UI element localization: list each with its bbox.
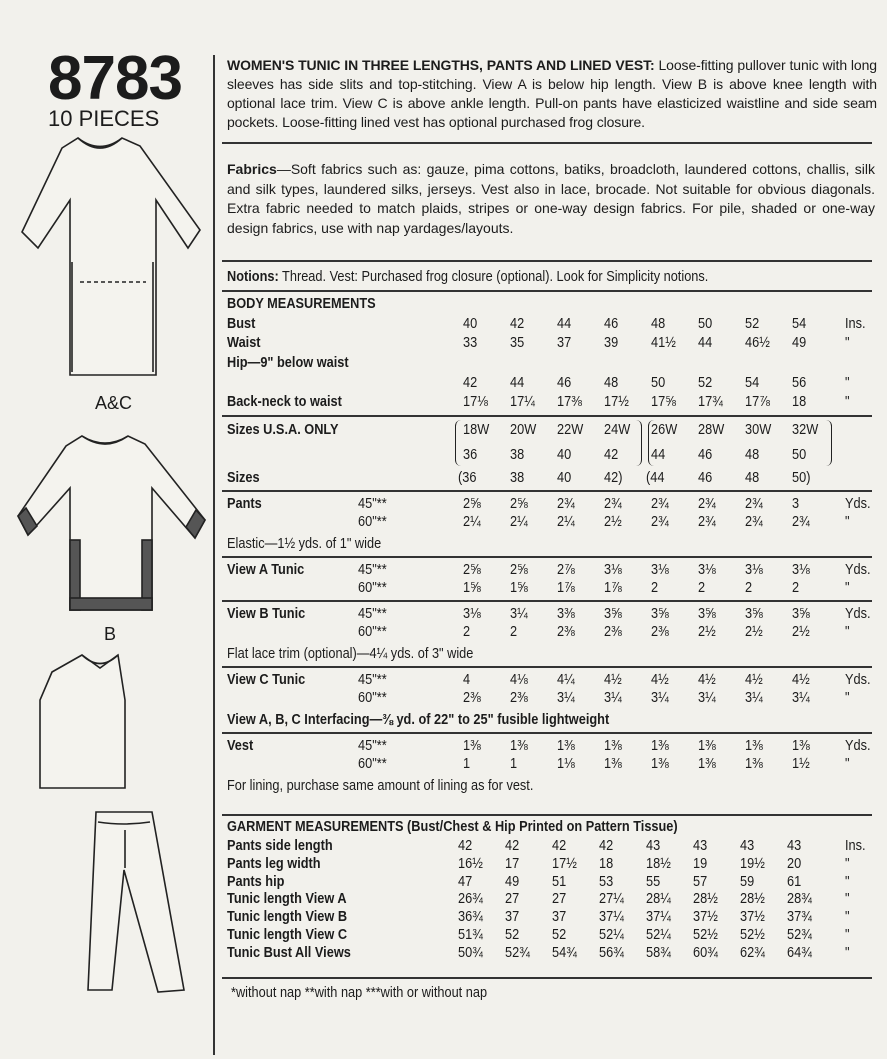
yardage-value: 3⅛ <box>792 562 810 578</box>
yardage-value: 2⅜ <box>604 624 622 640</box>
garment-value: 64¾ <box>787 944 812 961</box>
measurement-value: 44 <box>698 335 713 351</box>
fabric-width: 60"** <box>358 580 387 596</box>
yardage-note: Flat lace trim (optional)—4¼ yds. of 3" wide <box>227 646 474 662</box>
yardage-value: 2¾ <box>698 514 716 530</box>
yardage-value: 2½ <box>604 514 622 530</box>
garment-value: 19 <box>693 855 708 872</box>
yardage-value: 4 <box>463 672 471 688</box>
size-number-2: 46 <box>698 470 713 486</box>
measurement-value: 17¾ <box>698 394 723 410</box>
garment-label: Pants side length <box>227 838 333 854</box>
garment-value: 52¾ <box>787 927 812 943</box>
size-bracket <box>648 420 832 466</box>
yardage-value: 1⅝ <box>463 580 481 596</box>
garment-value: 43 <box>693 838 708 854</box>
measurement-value: 52 <box>698 375 713 391</box>
yardage-value: 3⅜ <box>557 606 575 622</box>
yardage-value: 2 <box>463 624 471 640</box>
yardage-value: 2⅝ <box>463 562 481 578</box>
yardage-value: 2½ <box>792 624 810 640</box>
yardage-value: 2⅝ <box>463 496 481 512</box>
unit-label: " <box>845 873 850 890</box>
measurement-value: 46½ <box>745 335 770 351</box>
unit-label: " <box>845 944 850 961</box>
yardage-value: 2⅜ <box>557 624 575 640</box>
yardage-value: 2¾ <box>604 496 622 512</box>
garment-value: 28¼ <box>646 891 671 908</box>
yardage-label: View B Tunic <box>227 606 306 622</box>
measurement-value: 37 <box>557 335 572 351</box>
fabric-width: 60"** <box>358 624 387 640</box>
garment-label: Pants leg width <box>227 855 321 872</box>
description-title: WOMEN'S TUNIC IN THREE LENGTHS, PANTS AND LINED VEST: <box>227 57 655 73</box>
measurement-value: 48 <box>651 316 666 332</box>
measurement-value: 46 <box>604 316 619 332</box>
garment-value: 43 <box>646 838 661 854</box>
unit-label: " <box>845 690 850 706</box>
yardage-value: 1⅜ <box>698 756 716 772</box>
garment-value: 37½ <box>693 909 718 926</box>
fabric-width: 45"** <box>358 496 387 512</box>
garment-value: 37 <box>552 909 567 926</box>
size-number-2: 50) <box>792 470 811 486</box>
yardage-value: 2½ <box>698 624 716 640</box>
yardage-value: 3⅝ <box>792 606 810 622</box>
yardage-value: 3¼ <box>604 690 622 706</box>
unit-label: " <box>845 335 850 351</box>
garment-value: 20 <box>787 855 802 872</box>
fabrics-body: —Soft fabrics such as: gauze, pima cottons, batiks, broadcloth, laundered cottons, challis, silk and silk types, laundered silks, jerseys. Vest also in lace, brocade. Not suitable for obvious diagonals. Extra fabric needed to match plaids, stripes or one-way design fabrics. For pile, shaded or one-way design fabrics, use with nap yardages/layouts. <box>227 161 875 236</box>
garment-label: Tunic length View C <box>227 927 348 943</box>
yardage-value: 2⅞ <box>557 562 575 578</box>
garment-value: 51¾ <box>458 927 483 943</box>
yardage-value: 1⅞ <box>557 580 575 596</box>
unit-label: Yds. <box>845 606 871 622</box>
yardage-value: 1⅜ <box>651 756 669 772</box>
pattern-number: 8783 <box>48 44 182 113</box>
yardage-value: 2¾ <box>698 496 716 512</box>
yardage-value: 2⅜ <box>463 690 481 706</box>
garment-value: 57 <box>693 873 708 890</box>
garment-value: 52½ <box>693 927 718 943</box>
size-bracket <box>455 420 642 466</box>
garment-label: Tunic length View B <box>227 909 348 926</box>
garment-value: 37½ <box>740 909 765 926</box>
yardage-value: 2¾ <box>792 514 810 530</box>
measurement-value: 46 <box>557 375 572 391</box>
size-w: 30W <box>745 422 772 438</box>
description-body: Loose-fitting pullover tunic with long sleeves has side slits and top-stitching. View A is below hip length. View B is above knee length with optional lace trim. View C is above ankle length. Pull-on pants have elasticized waistline and side seam pockets. Loose-fitting lined vest has optional purchased frog closure. <box>227 57 877 130</box>
fabric-width: 45"** <box>358 738 387 754</box>
fabric-width: 45"** <box>358 562 387 578</box>
yardage-value: 2¼ <box>463 514 481 530</box>
garment-label: Pants hip <box>227 873 285 890</box>
yardage-value: 1 <box>510 756 518 772</box>
measurement-value: 39 <box>604 335 619 351</box>
measurement-value: 17⅛ <box>463 394 488 410</box>
yardage-value: 2 <box>745 580 753 596</box>
measurement-value: 17⅝ <box>651 394 676 410</box>
size-w: 24W <box>604 422 631 438</box>
yardage-label: View C Tunic <box>227 672 306 688</box>
garment-value: 42 <box>552 838 567 854</box>
size-number: 44 <box>651 447 666 463</box>
unit-label: " <box>845 514 850 530</box>
yardage-note: Elastic—1½ yds. of 1" wide <box>227 536 382 552</box>
unit-label: " <box>845 891 850 908</box>
yardage-value: 4½ <box>604 672 622 688</box>
size-number: 36 <box>463 447 478 463</box>
garment-value: 27 <box>505 891 520 908</box>
unit-label: " <box>845 855 850 872</box>
divider <box>222 977 872 979</box>
garment-value: 58¾ <box>646 944 671 961</box>
size-number: 50 <box>792 447 807 463</box>
measurement-value: 17½ <box>604 394 629 410</box>
garment-value: 18½ <box>646 855 671 872</box>
measurement-value: 41½ <box>651 335 676 351</box>
yardage-value: 1⅜ <box>698 738 716 754</box>
yardage-value: 3⅝ <box>651 606 669 622</box>
yardage-value: 3¼ <box>792 690 810 706</box>
garment-value: 52 <box>552 927 567 943</box>
yardage-value: 2¾ <box>651 514 669 530</box>
description <box>227 56 877 132</box>
yardage-value: 1⅜ <box>604 738 622 754</box>
divider <box>222 490 872 492</box>
measurement-value: 40 <box>463 316 478 332</box>
vest-drawing <box>40 655 125 788</box>
measurement-value: 35 <box>510 335 525 351</box>
measurement-value: 54 <box>745 375 760 391</box>
size-number-2: (36 <box>458 470 477 486</box>
yardage-value: 1½ <box>792 756 810 772</box>
measurement-value: 42 <box>510 316 525 332</box>
fabric-width: 60"** <box>358 756 387 772</box>
garment-value: 53 <box>599 873 614 890</box>
garment-value: 43 <box>740 838 755 854</box>
divider <box>222 415 872 417</box>
yardage-value: 3⅝ <box>745 606 763 622</box>
size-number-2: 48 <box>745 470 760 486</box>
size-number-2: 38 <box>510 470 525 486</box>
size-number: 38 <box>510 447 525 463</box>
fabric-width: 60"** <box>358 690 387 706</box>
yardage-value: 4¼ <box>557 672 575 688</box>
unit-label: " <box>845 394 850 410</box>
yardage-value: 2 <box>510 624 518 640</box>
yardage-note: View A, B, C Interfacing—⅜ yd. of 22" to 25" fusible lightweight <box>227 712 610 728</box>
yardage-value: 1⅜ <box>557 738 575 754</box>
garment-value: 42 <box>505 838 520 854</box>
pieces-count: 10 PIECES <box>48 106 160 131</box>
fabrics <box>227 160 875 238</box>
size-number: 42 <box>604 447 619 463</box>
label-b: B <box>104 624 117 644</box>
size-w: 18W <box>463 422 490 438</box>
measurement-value: 56 <box>792 375 807 391</box>
yardage-value: 2¾ <box>557 496 575 512</box>
size-w: 32W <box>792 422 819 438</box>
yardage-value: 3¼ <box>557 690 575 706</box>
garment-value: 42 <box>458 838 473 854</box>
garment-value: 52¼ <box>599 927 624 943</box>
garment-value: 27 <box>552 891 567 908</box>
measurement-value: 44 <box>557 316 572 332</box>
yardage-value: 1⅜ <box>604 756 622 772</box>
yardage-note: For lining, purchase same amount of lining as for vest. <box>227 778 534 794</box>
yardage-value: 3 <box>792 496 800 512</box>
divider <box>222 600 872 602</box>
yardage-value: 2⅝ <box>510 562 528 578</box>
measurement-value: 50 <box>651 375 666 391</box>
yardage-value: 2½ <box>745 624 763 640</box>
garment-value: 18 <box>599 855 614 872</box>
yardage-value: 1⅜ <box>463 738 481 754</box>
unit-label: " <box>845 909 850 926</box>
garment-value: 27¼ <box>599 891 624 908</box>
yardage-value: 3¼ <box>510 606 528 622</box>
yardage-value: 2¼ <box>557 514 575 530</box>
unit-label: " <box>845 375 850 391</box>
measurement-value: 18 <box>792 394 807 410</box>
yardage-label: View A Tunic <box>227 562 305 578</box>
garment-label: Tunic Bust All Views <box>227 944 351 961</box>
size-w: 26W <box>651 422 678 438</box>
yardage-value: 4⅛ <box>510 672 528 688</box>
notions: Notions: Thread. Vest: Purchased frog closure (optional). Look for Simplicity notions. <box>227 269 709 285</box>
yardage-value: 3⅝ <box>604 606 622 622</box>
fabric-width: 45"** <box>358 672 387 688</box>
yardage-value: 1⅝ <box>510 580 528 596</box>
tunic-ac-drawing <box>22 138 200 375</box>
yardage-value: 3⅝ <box>698 606 716 622</box>
divider <box>222 814 872 816</box>
garment-value: 49 <box>505 873 520 890</box>
divider <box>222 142 872 144</box>
garment-value: 28½ <box>740 891 765 908</box>
yardage-value: 2⅜ <box>510 690 528 706</box>
yardage-value: 1⅞ <box>604 580 622 596</box>
unit-label: " <box>845 927 850 943</box>
sizes-label: Sizes U.S.A. ONLY <box>227 422 339 438</box>
garment-value: 16½ <box>458 855 483 872</box>
yardage-label: Pants <box>227 496 262 512</box>
garment-value: 28½ <box>693 891 718 908</box>
divider <box>222 556 872 558</box>
label-ac: A&C <box>95 393 133 413</box>
unit-label: Yds. <box>845 496 871 512</box>
garment-value: 51 <box>552 873 567 890</box>
garment-value: 37¾ <box>787 909 812 926</box>
size-w: 22W <box>557 422 584 438</box>
measurement-value: 17¼ <box>510 394 535 410</box>
garment-value: 52 <box>505 927 520 943</box>
garment-value: 56¾ <box>599 944 624 961</box>
column-divider <box>213 55 215 1055</box>
measurement-value: 48 <box>604 375 619 391</box>
measurement-label: Waist <box>227 335 261 351</box>
unit-label: Ins. <box>845 316 866 332</box>
divider <box>222 290 872 292</box>
size-number: 46 <box>698 447 713 463</box>
yardage-value: 2⅜ <box>651 624 669 640</box>
yardage-value: 3¼ <box>651 690 669 706</box>
yardage-value: 1⅜ <box>745 738 763 754</box>
yardage-value: 4½ <box>792 672 810 688</box>
unit-label: Yds. <box>845 562 871 578</box>
garment-value: 52¼ <box>646 927 671 943</box>
measurement-value: 44 <box>510 375 525 391</box>
size-number: 40 <box>557 447 572 463</box>
yardage-value: 2⅝ <box>510 496 528 512</box>
garment-value: 42 <box>599 838 614 854</box>
yardage-value: 4½ <box>651 672 669 688</box>
yardage-value: 3⅛ <box>698 562 716 578</box>
garment-value: 54¾ <box>552 944 577 961</box>
garment-value: 37¼ <box>646 909 671 926</box>
garment-value: 19½ <box>740 855 765 872</box>
size-number-2: (44 <box>646 470 665 486</box>
yardage-label: Vest <box>227 738 254 754</box>
yardage-value: 1⅛ <box>557 756 575 772</box>
garment-value: 62¾ <box>740 944 765 961</box>
garment-label: Tunic length View A <box>227 891 347 908</box>
yardage-value: 2¾ <box>745 514 763 530</box>
garment-value: 17½ <box>552 855 577 872</box>
yardage-value: 2 <box>651 580 659 596</box>
garment-value: 28¾ <box>787 891 812 908</box>
yardage-value: 1⅜ <box>651 738 669 754</box>
fabric-width: 60"** <box>358 514 387 530</box>
measurement-label: Hip—9" below waist <box>227 355 349 371</box>
fabric-width: 45"** <box>358 606 387 622</box>
yardage-value: 1⅜ <box>745 756 763 772</box>
measurement-value: 50 <box>698 316 713 332</box>
measurement-value: 52 <box>745 316 760 332</box>
garment-value: 17 <box>505 855 520 872</box>
yardage-value: 3⅛ <box>604 562 622 578</box>
size-number-2: 42) <box>604 470 623 486</box>
yardage-value: 3⅛ <box>463 606 481 622</box>
size-w: 20W <box>510 422 537 438</box>
garment-value: 43 <box>787 838 802 854</box>
unit-label: Ins. <box>845 838 866 854</box>
size-number: 48 <box>745 447 760 463</box>
measurement-label: Bust <box>227 316 256 332</box>
body-measurements-heading: BODY MEASUREMENTS <box>227 296 376 312</box>
yardage-value: 3¼ <box>745 690 763 706</box>
unit-label: " <box>845 624 850 640</box>
unit-label: " <box>845 580 850 596</box>
divider <box>222 260 872 262</box>
garment-value: 36¾ <box>458 909 483 926</box>
fabrics-title: Fabrics <box>227 161 277 177</box>
yardage-value: 2¼ <box>510 514 528 530</box>
footnote: *without nap **with nap ***with or without nap <box>231 985 488 1001</box>
measurement-value: 54 <box>792 316 807 332</box>
yardage-value: 3⅛ <box>745 562 763 578</box>
sizes-label-2: Sizes <box>227 470 260 486</box>
yardage-value: 3⅛ <box>651 562 669 578</box>
garment-value: 37 <box>505 909 520 926</box>
measurement-value: 17⅜ <box>557 394 582 410</box>
garment-heading: GARMENT MEASUREMENTS (Bust/Chest & Hip Printed on Pattern Tissue) <box>227 819 678 835</box>
yardage-value: 4½ <box>698 672 716 688</box>
tunic-b-drawing <box>18 436 205 610</box>
yardage-value: 3¼ <box>698 690 716 706</box>
garment-value: 52¾ <box>505 944 530 961</box>
yardage-value: 2¾ <box>745 496 763 512</box>
measurement-value: 33 <box>463 335 478 351</box>
divider <box>222 666 872 668</box>
unit-label: " <box>845 756 850 772</box>
garment-value: 26¾ <box>458 891 483 908</box>
measurement-value: 42 <box>463 375 478 391</box>
garment-value: 52½ <box>740 927 765 943</box>
garment-value: 50¾ <box>458 944 483 961</box>
garment-value: 47 <box>458 873 473 890</box>
pants-drawing <box>88 812 184 992</box>
measurement-value: 17⅞ <box>745 394 770 410</box>
size-number-2: 40 <box>557 470 572 486</box>
yardage-value: 1⅜ <box>792 738 810 754</box>
yardage-value: 4½ <box>745 672 763 688</box>
garment-value: 55 <box>646 873 661 890</box>
garment-value: 59 <box>740 873 755 890</box>
size-w: 28W <box>698 422 725 438</box>
measurement-label: Back-neck to waist <box>227 394 342 410</box>
yardage-value: 1 <box>463 756 471 772</box>
measurement-value: 49 <box>792 335 807 351</box>
yardage-value: 2 <box>698 580 706 596</box>
yardage-value: 1⅜ <box>510 738 528 754</box>
yardage-value: 2¾ <box>651 496 669 512</box>
unit-label: Yds. <box>845 672 871 688</box>
divider <box>222 732 872 734</box>
yardage-value: 2 <box>792 580 800 596</box>
garment-value: 60¾ <box>693 944 718 961</box>
garment-value: 61 <box>787 873 802 890</box>
unit-label: Yds. <box>845 738 871 754</box>
garment-value: 37¼ <box>599 909 624 926</box>
